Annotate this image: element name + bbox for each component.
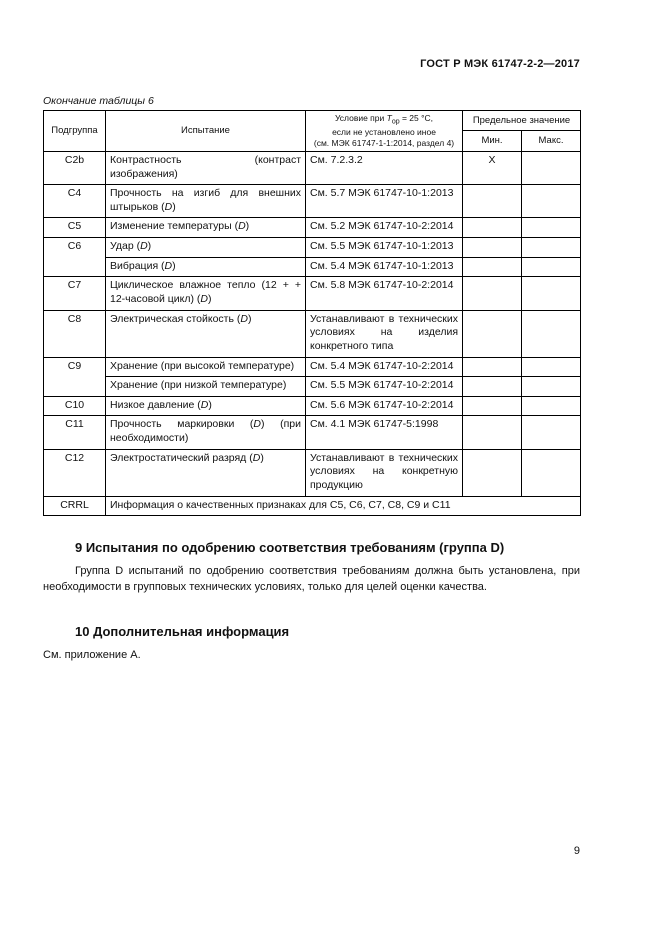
cell-test: Хранение (при высокой температуре) [106, 357, 306, 377]
header-max: Макс. [522, 131, 581, 151]
header-condition [306, 111, 463, 152]
cell-min [463, 238, 522, 258]
cell-test: Изменение температуры (D) [106, 218, 306, 238]
table-row-crrl [44, 496, 581, 516]
condition-subscript: ор [391, 118, 400, 126]
cell-subgroup: CRRL [44, 496, 106, 516]
cell-test: Циклическое влажное тепло (12 + + 12-часовой цикл) (D) [106, 277, 306, 310]
cell-condition: Устанавливают в технических условиях на конкретную продукцию [306, 449, 463, 496]
table-row [44, 377, 581, 397]
cell-max [522, 357, 581, 377]
table-row [44, 218, 581, 238]
cell-min [463, 218, 522, 238]
section-9-heading: 9 Испытания по одобрению соответствия требованиям (группа D) [75, 540, 505, 556]
table-row [44, 257, 581, 277]
cell-max [522, 257, 581, 277]
cell-subgroup: C12 [44, 449, 106, 496]
section-10-paragraph: См. приложение А. [43, 649, 141, 662]
cell-condition: См. 5.7 МЭК 61747-10-1:2013 [306, 185, 463, 218]
cell-test: Контрастность (контраст изображения) [106, 151, 306, 184]
section-9 [43, 540, 580, 596]
cell-subgroup: C11 [44, 416, 106, 449]
cell-condition: См. 5.5 МЭК 61747-10-2:2014 [306, 377, 463, 397]
table-row [44, 277, 581, 310]
table-row [44, 185, 581, 218]
cell-condition: Устанавливают в технических условиях на изделия конкретного типа [306, 310, 463, 357]
table-6 [43, 110, 581, 516]
cell-min [463, 396, 522, 416]
condition-rest: = 25 °С, [399, 113, 434, 123]
header-min: Мин. [463, 131, 522, 151]
cell-max [522, 218, 581, 238]
cell-min [463, 377, 522, 397]
header-limit: Предельное значение [463, 111, 581, 131]
cell-condition: См. 5.4 МЭК 61747-10-2:2014 [306, 357, 463, 377]
table-row [44, 238, 581, 258]
cell-max [522, 277, 581, 310]
table-row [44, 449, 581, 496]
header-test: Испытание [106, 111, 306, 152]
cell-test: Хранение (при низкой температуре) [106, 377, 306, 397]
condition-line3: (см. МЭК 61747-1-1:2014, раздел 4) [313, 137, 455, 148]
table-row [44, 151, 581, 184]
doc-code: ГОСТ Р МЭК 61747-2-2—2017 [420, 58, 580, 70]
cell-min: X [463, 151, 522, 184]
cell-subgroup: C9 [44, 357, 106, 396]
section-10-heading: 10 Дополнительная информация [75, 624, 290, 640]
cell-test: Электрическая стойкость (D) [106, 310, 306, 357]
cell-max [522, 377, 581, 397]
section-10 [43, 624, 580, 664]
cell-condition: См. 4.1 МЭК 61747-5:1998 [306, 416, 463, 449]
cell-test: Прочность на изгиб для внешних штырьков (D) [106, 185, 306, 218]
table-caption: Окончание таблицы 6 [43, 95, 154, 107]
cell-subgroup: C7 [44, 277, 106, 310]
cell-max [522, 238, 581, 258]
cell-condition: См. 5.2 МЭК 61747-10-2:2014 [306, 218, 463, 238]
cell-max [522, 416, 581, 449]
cell-subgroup: C5 [44, 218, 106, 238]
cell-condition: См. 5.5 МЭК 61747-10-1:2013 [306, 238, 463, 258]
cell-min [463, 449, 522, 496]
cell-subgroup: C8 [44, 310, 106, 357]
condition-line2: если не установлено иное [332, 126, 436, 137]
cell-test: Электростатический разряд (D) [106, 449, 306, 496]
table-row [44, 396, 581, 416]
table-row [44, 357, 581, 377]
cell-test: Вибрация (D) [106, 257, 306, 277]
cell-min [463, 185, 522, 218]
cell-condition: См. 7.2.3.2 [306, 151, 463, 184]
cell-min [463, 310, 522, 357]
table-row [44, 416, 581, 449]
cell-subgroup: C6 [44, 238, 106, 277]
cell-test: Прочность маркировки (D) (при необходимости) [106, 416, 306, 449]
section-9-paragraph: Группа D испытаний по одобрению соответствия требованиям должна быть установлена, при необходимости в групповых технических условиях, только для целей оценки качества. [43, 565, 580, 594]
cell-condition: См. 5.8 МЭК 61747-10-2:2014 [306, 277, 463, 310]
page-number: 9 [573, 845, 580, 857]
cell-condition: См. 5.6 МЭК 61747-10-2:2014 [306, 396, 463, 416]
cell-max [522, 310, 581, 357]
cell-min [463, 257, 522, 277]
cell-max [522, 396, 581, 416]
condition-prefix: Условие при [334, 113, 387, 123]
cell-subgroup: C10 [44, 396, 106, 416]
cell-max [522, 449, 581, 496]
cell-test: Удар (D) [106, 238, 306, 258]
header-subgroup: Подгруппа [44, 111, 106, 152]
cell-crrl-text: Информация о качественных признаках для C5, C6, C7, C8, C9 и C11 [106, 496, 581, 516]
cell-max [522, 151, 581, 184]
cell-subgroup: C4 [44, 185, 106, 218]
cell-subgroup: C2b [44, 151, 106, 184]
condition-variable: T [386, 113, 392, 123]
table-header [44, 111, 581, 152]
cell-min [463, 277, 522, 310]
table-row [44, 310, 581, 357]
table-body [44, 151, 581, 515]
cell-min [463, 357, 522, 377]
cell-min [463, 416, 522, 449]
cell-test: Низкое давление (D) [106, 396, 306, 416]
cell-max [522, 185, 581, 218]
table-header-row-1 [44, 111, 581, 131]
cell-condition: См. 5.4 МЭК 61747-10-1:2013 [306, 257, 463, 277]
